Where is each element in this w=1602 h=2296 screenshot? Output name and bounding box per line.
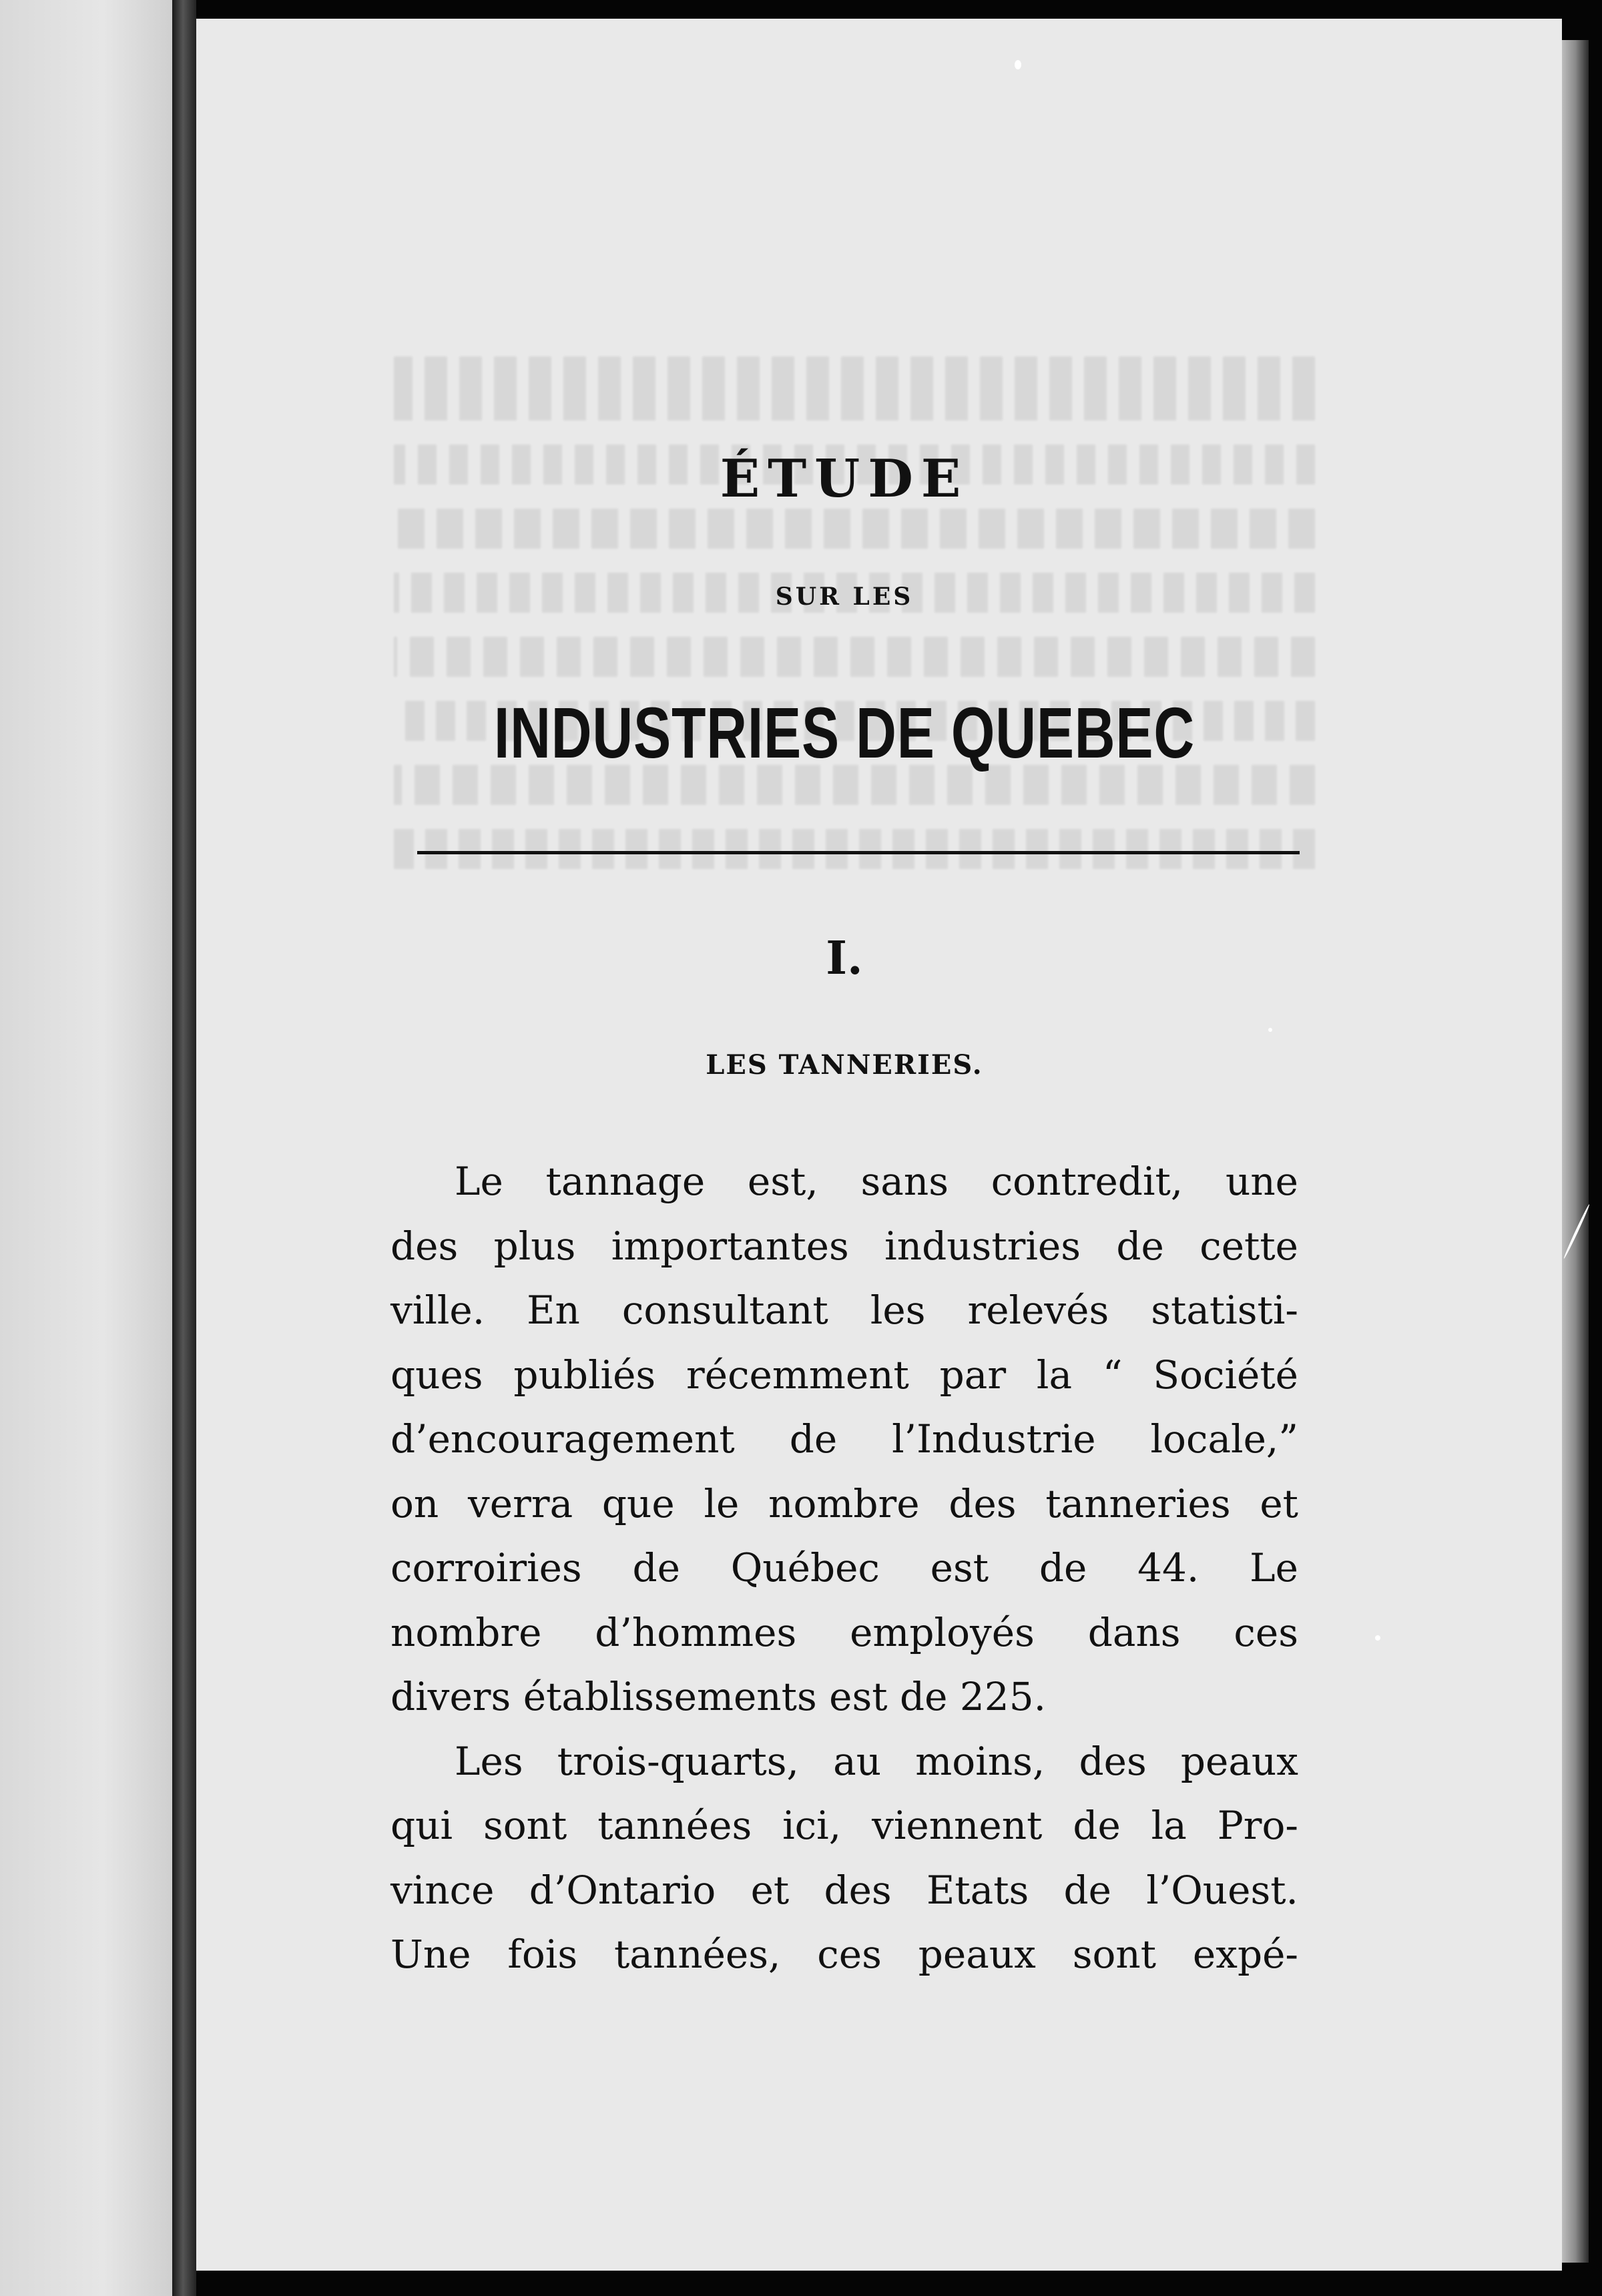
body-line: divers établissements est de 225. xyxy=(390,1674,1047,1719)
page-subtitle: SUR LES xyxy=(775,583,914,611)
body-line: des plus importantes industries de cette xyxy=(390,1223,1298,1269)
page-title: ÉTUDE xyxy=(720,449,969,509)
body-line: corroiries de Québec est de 44. Le xyxy=(390,1545,1298,1591)
body-line: Une fois tannées, ces peaux sont expé- xyxy=(390,1932,1298,1977)
main-heading: INDUSTRIES DE QUEBEC xyxy=(493,692,1195,773)
horizontal-rule xyxy=(417,851,1300,854)
body-text xyxy=(390,1149,1298,1987)
scan-speck xyxy=(1375,1635,1380,1641)
section-number: I. xyxy=(826,932,863,985)
scan-speck xyxy=(1015,60,1021,69)
body-line: vince d’Ontario et des Etats de l’Ouest. xyxy=(390,1867,1298,1913)
body-line: Les trois-quarts, au moins, des peaux xyxy=(455,1738,1298,1784)
body-line: d’encouragement de l’Industrie locale,” xyxy=(390,1416,1298,1462)
page-edge-shadow xyxy=(1562,40,1589,2263)
book-spine xyxy=(172,0,196,2296)
body-line: nombre d’hommes employés dans ces xyxy=(390,1609,1298,1655)
facing-page-edge xyxy=(0,0,172,2296)
body-line: on verra que le nombre des tanneries et xyxy=(390,1480,1298,1526)
body-line: qui sont tannées ici, viennent de la Pro- xyxy=(390,1803,1298,1848)
body-line: ville. En consultant les relevés statisti- xyxy=(390,1287,1298,1333)
bleed-through-texture xyxy=(394,347,1315,893)
section-title: LES TANNERIES. xyxy=(706,1049,983,1081)
scan-speck xyxy=(1268,1028,1272,1032)
body-line: ques publiés récemment par la “ Société xyxy=(390,1352,1298,1398)
body-line: Le tannage est, sans contredit, une xyxy=(455,1159,1298,1204)
